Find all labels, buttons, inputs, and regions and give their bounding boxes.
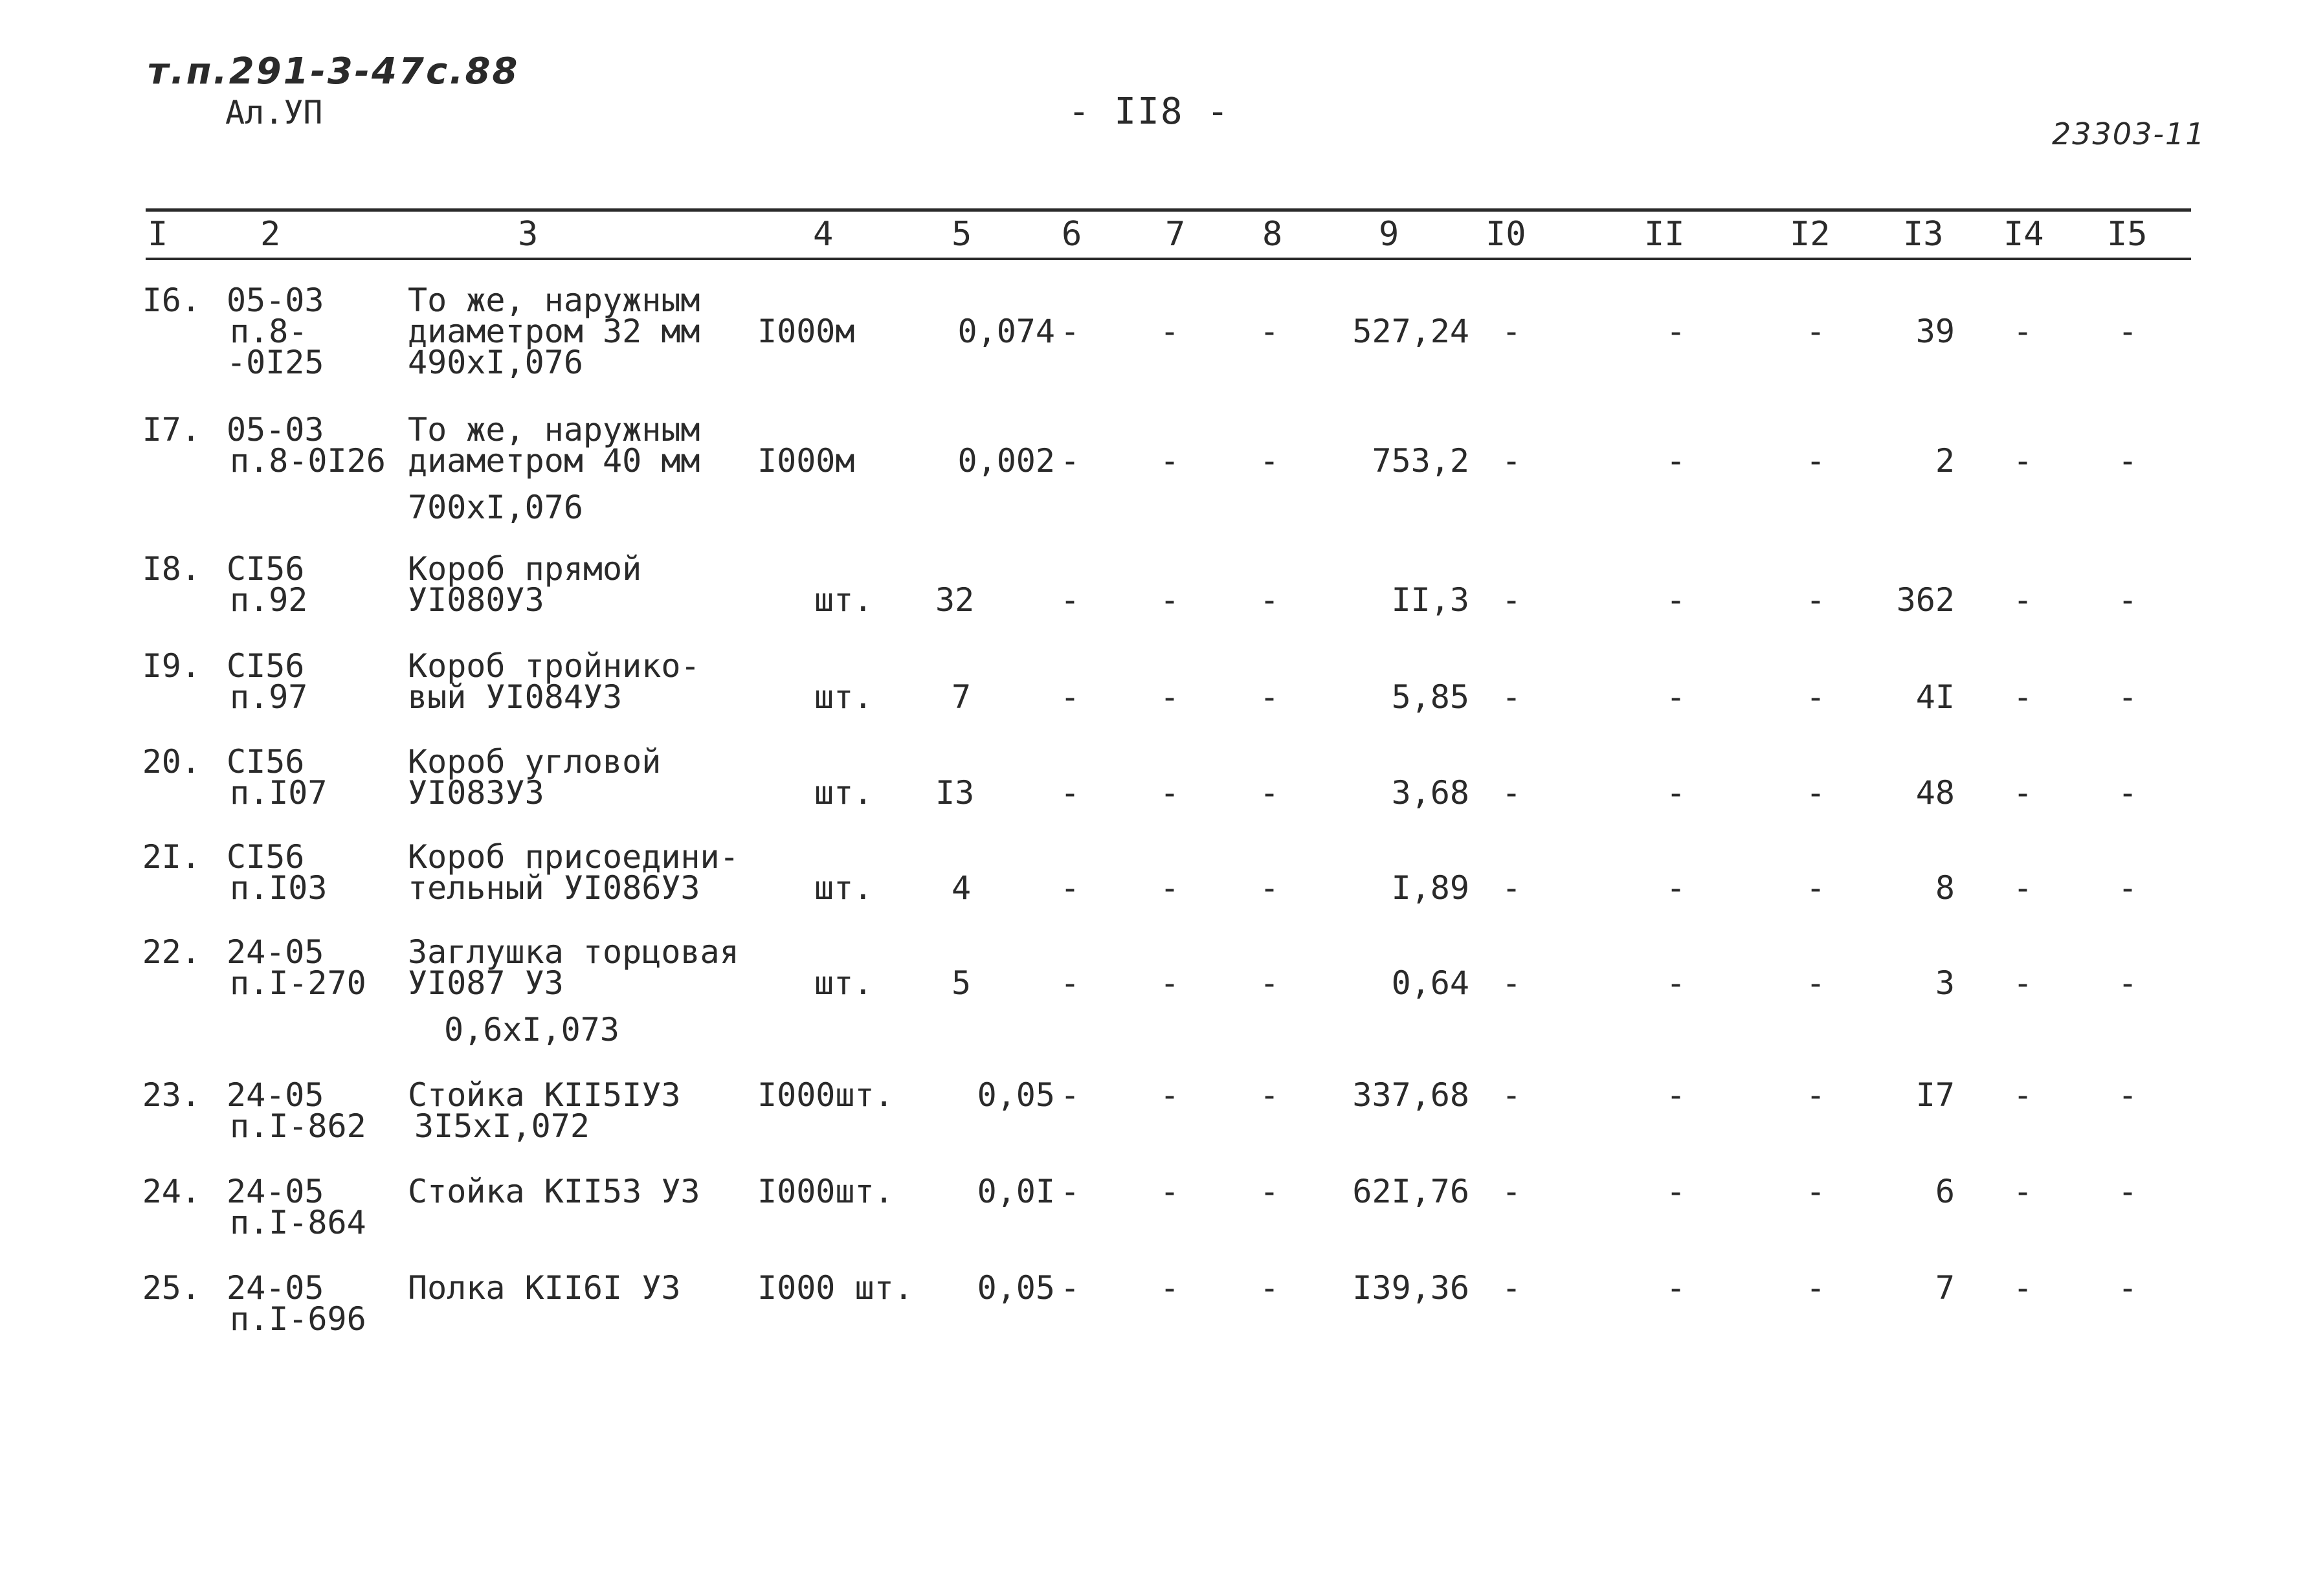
row-name-line: УI080У3 <box>408 581 544 619</box>
row-col-10: - <box>1502 581 1522 619</box>
row-code-line: 05-03 <box>227 411 324 449</box>
row-col-10: - <box>1502 1269 1522 1307</box>
row-col-13: I7 <box>1915 1076 1955 1114</box>
row-name-line: Стойка КII53 У3 <box>408 1173 700 1210</box>
row-col-15: - <box>2118 678 2138 716</box>
row-name-line: 0,6хI,073 <box>444 1011 619 1048</box>
row-code-line: 05-03 <box>227 282 324 319</box>
row-col-12: - <box>1806 964 1826 1002</box>
row-number: 23. <box>142 1076 201 1114</box>
row-number: I9. <box>142 647 201 685</box>
row-col-8: - <box>1260 313 1280 350</box>
row-unit: I000 шт. <box>757 1269 913 1307</box>
row-code-line: п.I-270 <box>230 964 366 1002</box>
row-col-12: - <box>1806 1076 1826 1114</box>
table-top-rule <box>146 208 2191 212</box>
row-col-12: - <box>1806 1269 1826 1307</box>
row-number: 25. <box>142 1269 201 1307</box>
row-code-line: СI56 <box>227 838 305 876</box>
row-unit: I000шт. <box>757 1076 894 1114</box>
row-quantity: I3 <box>935 774 975 812</box>
row-name-line: Стойка КII5IУ3 <box>408 1076 681 1114</box>
column-number-7: 7 <box>1165 215 1186 254</box>
row-col-6: - <box>1060 678 1080 716</box>
row-col-13: 48 <box>1915 774 1955 812</box>
row-name-line: 3I5хI,072 <box>414 1107 590 1145</box>
row-col-13: 39 <box>1915 313 1955 350</box>
row-quantity: 0,074 <box>957 313 1055 350</box>
row-col-8: - <box>1260 869 1280 907</box>
row-col-7: - <box>1160 313 1180 350</box>
row-code-line: п.I-864 <box>230 1204 366 1241</box>
inventory-number: 23303-11 <box>2052 116 2206 151</box>
row-col-12: - <box>1806 774 1826 812</box>
row-name-line: тельный УI086У3 <box>408 869 700 907</box>
row-col-11: - <box>1666 313 1686 350</box>
row-col-10: - <box>1502 678 1522 716</box>
column-number-14: I4 <box>2003 215 2044 254</box>
row-number: 20. <box>142 743 201 781</box>
row-col-7: - <box>1160 869 1180 907</box>
row-number: 22. <box>142 933 201 971</box>
row-name-line: То же, наружным <box>408 282 700 319</box>
row-price: 753,2 <box>1372 442 1469 480</box>
row-col-11: - <box>1666 678 1686 716</box>
column-number-4: 4 <box>813 215 834 254</box>
row-quantity: 5 <box>952 964 972 1002</box>
row-col-6: - <box>1060 1076 1080 1114</box>
row-quantity: 0,0I <box>977 1173 1055 1210</box>
row-quantity: 4 <box>952 869 972 907</box>
row-col-14: - <box>2013 1076 2033 1114</box>
column-number-5: 5 <box>952 215 972 254</box>
row-col-12: - <box>1806 581 1826 619</box>
row-col-11: - <box>1666 1173 1686 1210</box>
row-col-7: - <box>1160 774 1180 812</box>
row-name-line: Короб присоедини- <box>408 838 739 876</box>
row-col-11: - <box>1666 1269 1686 1307</box>
row-col-12: - <box>1806 442 1826 480</box>
row-col-15: - <box>2118 1173 2138 1210</box>
row-unit: I000шт. <box>757 1173 894 1210</box>
row-name-line: вый УI084У3 <box>408 678 623 716</box>
column-number-10: I0 <box>1486 215 1526 254</box>
row-col-11: - <box>1666 581 1686 619</box>
row-col-10: - <box>1502 1076 1522 1114</box>
row-unit: шт. <box>814 678 873 716</box>
row-code-line: 24-05 <box>227 1076 324 1114</box>
row-col-10: - <box>1502 964 1522 1002</box>
row-col-7: - <box>1160 1173 1180 1210</box>
row-col-12: - <box>1806 869 1826 907</box>
column-number-2: 2 <box>260 215 281 254</box>
row-col-14: - <box>2013 1173 2033 1210</box>
row-col-15: - <box>2118 964 2138 1002</box>
row-col-8: - <box>1260 1269 1280 1307</box>
row-name-line: Короб прямой <box>408 550 642 588</box>
row-col-14: - <box>2013 1269 2033 1307</box>
row-col-7: - <box>1160 581 1180 619</box>
row-col-13: 7 <box>1935 1269 1955 1307</box>
row-code-line: п.I03 <box>230 869 328 907</box>
row-number: 24. <box>142 1173 201 1210</box>
row-col-13: 4I <box>1915 678 1955 716</box>
row-price: I,89 <box>1391 869 1469 907</box>
row-code-line: п.8- <box>230 313 308 350</box>
row-col-11: - <box>1666 869 1686 907</box>
row-col-15: - <box>2118 313 2138 350</box>
row-price: 5,85 <box>1391 678 1469 716</box>
column-number-6: 6 <box>1062 215 1082 254</box>
row-name-line: диаметром 32 мм <box>408 313 700 350</box>
row-number: I8. <box>142 550 201 588</box>
row-col-10: - <box>1502 442 1522 480</box>
row-unit: шт. <box>814 869 873 907</box>
column-number-9: 9 <box>1379 215 1399 254</box>
row-price: 3,68 <box>1391 774 1469 812</box>
row-price: I39,36 <box>1352 1269 1469 1307</box>
row-quantity: 0,05 <box>977 1076 1055 1114</box>
row-col-11: - <box>1666 442 1686 480</box>
row-col-14: - <box>2013 678 2033 716</box>
row-col-7: - <box>1160 964 1180 1002</box>
row-code-line: п.I07 <box>230 774 328 812</box>
row-code-line: п.92 <box>230 581 308 619</box>
row-col-6: - <box>1060 869 1080 907</box>
row-code-line: 24-05 <box>227 1269 324 1307</box>
row-col-14: - <box>2013 442 2033 480</box>
row-code-line: СI56 <box>227 647 305 685</box>
row-col-12: - <box>1806 1173 1826 1210</box>
row-col-15: - <box>2118 869 2138 907</box>
document-code: т.п.291-3-47с.88 <box>148 50 520 93</box>
column-number-11: II <box>1644 215 1685 254</box>
row-code-line: п.97 <box>230 678 308 716</box>
row-col-13: 6 <box>1935 1173 1955 1210</box>
row-code-line: -0I25 <box>227 344 324 381</box>
table-header-rule <box>146 258 2191 260</box>
row-col-10: - <box>1502 774 1522 812</box>
row-col-12: - <box>1806 313 1826 350</box>
row-number: 2I. <box>142 838 201 876</box>
row-col-11: - <box>1666 774 1686 812</box>
row-col-13: 2 <box>1935 442 1955 480</box>
row-col-8: - <box>1260 442 1280 480</box>
row-name-line: Короб тройнико- <box>408 647 700 685</box>
row-unit: шт. <box>814 581 873 619</box>
row-col-8: - <box>1260 774 1280 812</box>
row-code-line: СI56 <box>227 743 305 781</box>
row-col-8: - <box>1260 964 1280 1002</box>
row-code-line: 24-05 <box>227 933 324 971</box>
row-col-6: - <box>1060 1173 1080 1210</box>
row-name-line: Полка КII6I У3 <box>408 1269 681 1307</box>
row-col-6: - <box>1060 442 1080 480</box>
row-name-line: 700хI,076 <box>408 489 583 526</box>
row-col-15: - <box>2118 581 2138 619</box>
row-col-14: - <box>2013 774 2033 812</box>
row-col-15: - <box>2118 1269 2138 1307</box>
column-number-1: I <box>148 215 168 254</box>
row-col-8: - <box>1260 1173 1280 1210</box>
row-unit: шт. <box>814 774 873 812</box>
row-code-line: п.8-0I26 <box>230 442 386 480</box>
row-price: II,3 <box>1391 581 1469 619</box>
row-col-8: - <box>1260 1076 1280 1114</box>
row-col-15: - <box>2118 442 2138 480</box>
row-name-line: 490хI,076 <box>408 344 583 381</box>
row-col-12: - <box>1806 678 1826 716</box>
row-name-line: Заглушка торцовая <box>408 933 739 971</box>
row-col-8: - <box>1260 678 1280 716</box>
row-code-line: п.I-862 <box>230 1107 366 1145</box>
row-quantity: 0,002 <box>957 442 1055 480</box>
row-col-13: 3 <box>1935 964 1955 1002</box>
row-col-7: - <box>1160 442 1180 480</box>
album-label: Ал.УП <box>225 94 323 131</box>
row-number: I6. <box>142 282 201 319</box>
row-col-7: - <box>1160 1076 1180 1114</box>
row-code-line: п.I-696 <box>230 1300 366 1338</box>
row-col-13: 8 <box>1935 869 1955 907</box>
row-price: 337,68 <box>1352 1076 1469 1114</box>
row-unit: I000м <box>757 442 855 480</box>
row-col-6: - <box>1060 774 1080 812</box>
row-name-line: УI087 У3 <box>408 964 564 1002</box>
row-code-line: 24-05 <box>227 1173 324 1210</box>
row-col-6: - <box>1060 1269 1080 1307</box>
row-name-line: То же, наружным <box>408 411 700 449</box>
row-col-10: - <box>1502 1173 1522 1210</box>
row-unit: I000м <box>757 313 855 350</box>
row-col-8: - <box>1260 581 1280 619</box>
row-col-11: - <box>1666 1076 1686 1114</box>
row-col-10: - <box>1502 313 1522 350</box>
row-col-11: - <box>1666 964 1686 1002</box>
row-quantity: 0,05 <box>977 1269 1055 1307</box>
row-quantity: 32 <box>935 581 975 619</box>
row-price: 0,64 <box>1391 964 1469 1002</box>
row-quantity: 7 <box>952 678 972 716</box>
row-col-7: - <box>1160 678 1180 716</box>
row-name-line: УI083У3 <box>408 774 544 812</box>
row-col-14: - <box>2013 313 2033 350</box>
row-col-15: - <box>2118 774 2138 812</box>
row-col-6: - <box>1060 581 1080 619</box>
row-code-line: СI56 <box>227 550 305 588</box>
column-number-3: 3 <box>518 215 539 254</box>
row-price: 62I,76 <box>1352 1173 1469 1210</box>
row-col-6: - <box>1060 964 1080 1002</box>
row-price: 527,24 <box>1352 313 1469 350</box>
row-col-6: - <box>1060 313 1080 350</box>
row-col-10: - <box>1502 869 1522 907</box>
row-col-14: - <box>2013 869 2033 907</box>
column-number-12: I2 <box>1790 215 1831 254</box>
row-name-line: Короб угловой <box>408 743 662 781</box>
column-number-13: I3 <box>1903 215 1944 254</box>
row-number: I7. <box>142 411 201 449</box>
row-col-14: - <box>2013 964 2033 1002</box>
column-number-8: 8 <box>1262 215 1283 254</box>
row-col-14: - <box>2013 581 2033 619</box>
row-col-15: - <box>2118 1076 2138 1114</box>
row-name-line: диаметром 40 мм <box>408 442 700 480</box>
column-number-15: I5 <box>2107 215 2148 254</box>
page-number: - II8 - <box>1068 91 1230 133</box>
row-col-7: - <box>1160 1269 1180 1307</box>
row-unit: шт. <box>814 964 873 1002</box>
row-col-13: 362 <box>1896 581 1955 619</box>
